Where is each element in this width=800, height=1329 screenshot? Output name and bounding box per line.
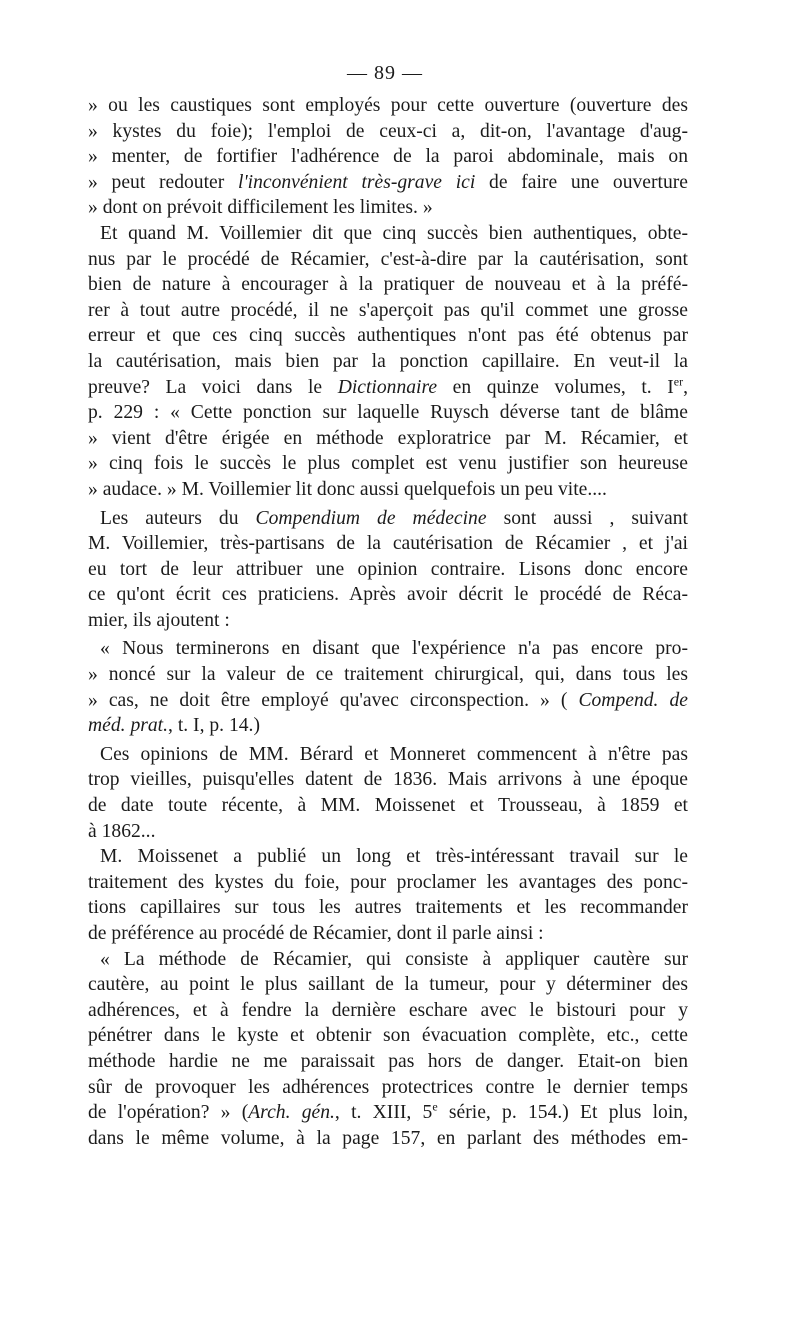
text-line: méthode hardie ne me paraissait pas hors de danger. Etait-on bien	[88, 1050, 688, 1072]
text-line: » dont on prévoit difficilement les limites. »	[88, 197, 433, 219]
text-line: cautère, au point le plus saillant de la tumeur, pour y déterminer des	[88, 974, 688, 996]
text-line: nus par le procédé de Récamier, c'est-à-dire par la cautérisation, sont	[88, 248, 688, 270]
text-line: Les auteurs du Compendium de médecine sont aussi , suivant	[100, 507, 688, 529]
text-line: » peut redouter l'inconvénient très-grave ici de faire une ouverture	[88, 171, 688, 193]
text-line: de date toute récente, à MM. Moissenet et Trousseau, à 1859 et	[88, 795, 688, 817]
text-line: eu tort de leur attribuer une opinion contraire. Lisons donc encore	[88, 558, 688, 580]
text-line: trop vieilles, puisqu'elles datent de 1836. Mais arrivons à une époque	[88, 769, 688, 791]
body-text	[88, 93, 688, 1151]
text-line: traitement des kystes du foie, pour proclamer les avantages des ponc-	[88, 871, 688, 893]
text-line: bien de nature à encourager à la pratiquer de nouveau et à la préfé-	[88, 274, 688, 296]
text-line: » ou les caustiques sont employés pour cette ouverture (ouverture des	[88, 95, 688, 116]
text-line: sûr de provoquer les adhérences protectrices contre le dernier temps	[88, 1076, 688, 1098]
text-line: de l'opération? » (Arch. gén., t. XIII, 5e série, p. 154.) Et plus loin,	[88, 1099, 688, 1124]
text-line: preuve? La voici dans le Dictionnaire en quinze volumes, t. Ier,	[88, 374, 688, 398]
text-line: ce qu'ont écrit ces praticiens. Après avoir décrit le procédé de Réca-	[88, 584, 688, 606]
text-line: à 1862...	[88, 820, 156, 842]
text-line: méd. prat., t. I, p. 14.)	[88, 715, 260, 737]
text-line: erreur et que ces cinq succès authentiques n'ont pas été obtenus par	[88, 325, 688, 347]
text-line: de préférence au procédé de Récamier, dont il parle ainsi :	[88, 923, 544, 944]
text-line: » kystes du foie); l'emploi de ceux-ci a, dit-on, l'avantage d'aug-	[88, 120, 688, 142]
text-line: » menter, de fortifier l'adhérence de la paroi abdominale, mais on	[88, 146, 688, 168]
text-line: rer à tout autre procédé, il ne s'aperçoit pas qu'il commet une grosse	[88, 299, 688, 321]
text-line: p. 229 : « Cette ponction sur laquelle Ruysch déverse tant de blâme	[88, 402, 688, 424]
text-line: M. Voillemier, très-partisans de la cautérisation de Récamier , et j'ai	[88, 533, 688, 555]
text-line: » cinq fois le succès le plus complet est venu justifier son heureuse	[88, 453, 688, 475]
page-number: — 89 —	[347, 62, 423, 84]
text-line: tions capillaires sur tous les autres traitements et les recommander	[88, 897, 688, 919]
text-line: » cas, ne doit être employé qu'avec circonspection. » ( Compend. de	[88, 689, 688, 711]
text-line: mier, ils ajoutent :	[88, 609, 230, 631]
text-line: dans le même volume, à la page 157, en parlant des méthodes em-	[88, 1127, 688, 1149]
text-line: » audace. » M. Voillemier lit donc aussi quelquefois un peu vite....	[88, 478, 607, 500]
text-line: « La méthode de Récamier, qui consiste à appliquer cautère sur	[100, 948, 688, 970]
text-line: pénétrer dans le kyste et obtenir son évacuation complète, etc., cette	[88, 1025, 688, 1047]
text-line: M. Moissenet a publié un long et très-intéressant travail sur le	[100, 846, 688, 868]
text-line: » noncé sur la valeur de ce traitement chirurgical, qui, dans tous les	[88, 664, 688, 686]
text-line: » vient d'être érigée en méthode exploratrice par M. Récamier, et	[88, 427, 688, 449]
text-line: Ces opinions de MM. Bérard et Monneret commencent à n'être pas	[100, 743, 688, 765]
text-line: la cautérisation, mais bien par la ponction capillaire. En veut-il la	[88, 350, 688, 372]
text-line: Et quand M. Voillemier dit que cinq succès bien authentiques, obte-	[100, 222, 688, 244]
text-line: adhérences, et à fendre la dernière eschare avec le bistouri pour y	[88, 999, 688, 1021]
text-line: « Nous terminerons en disant que l'expérience n'a pas encore pro-	[100, 638, 688, 660]
